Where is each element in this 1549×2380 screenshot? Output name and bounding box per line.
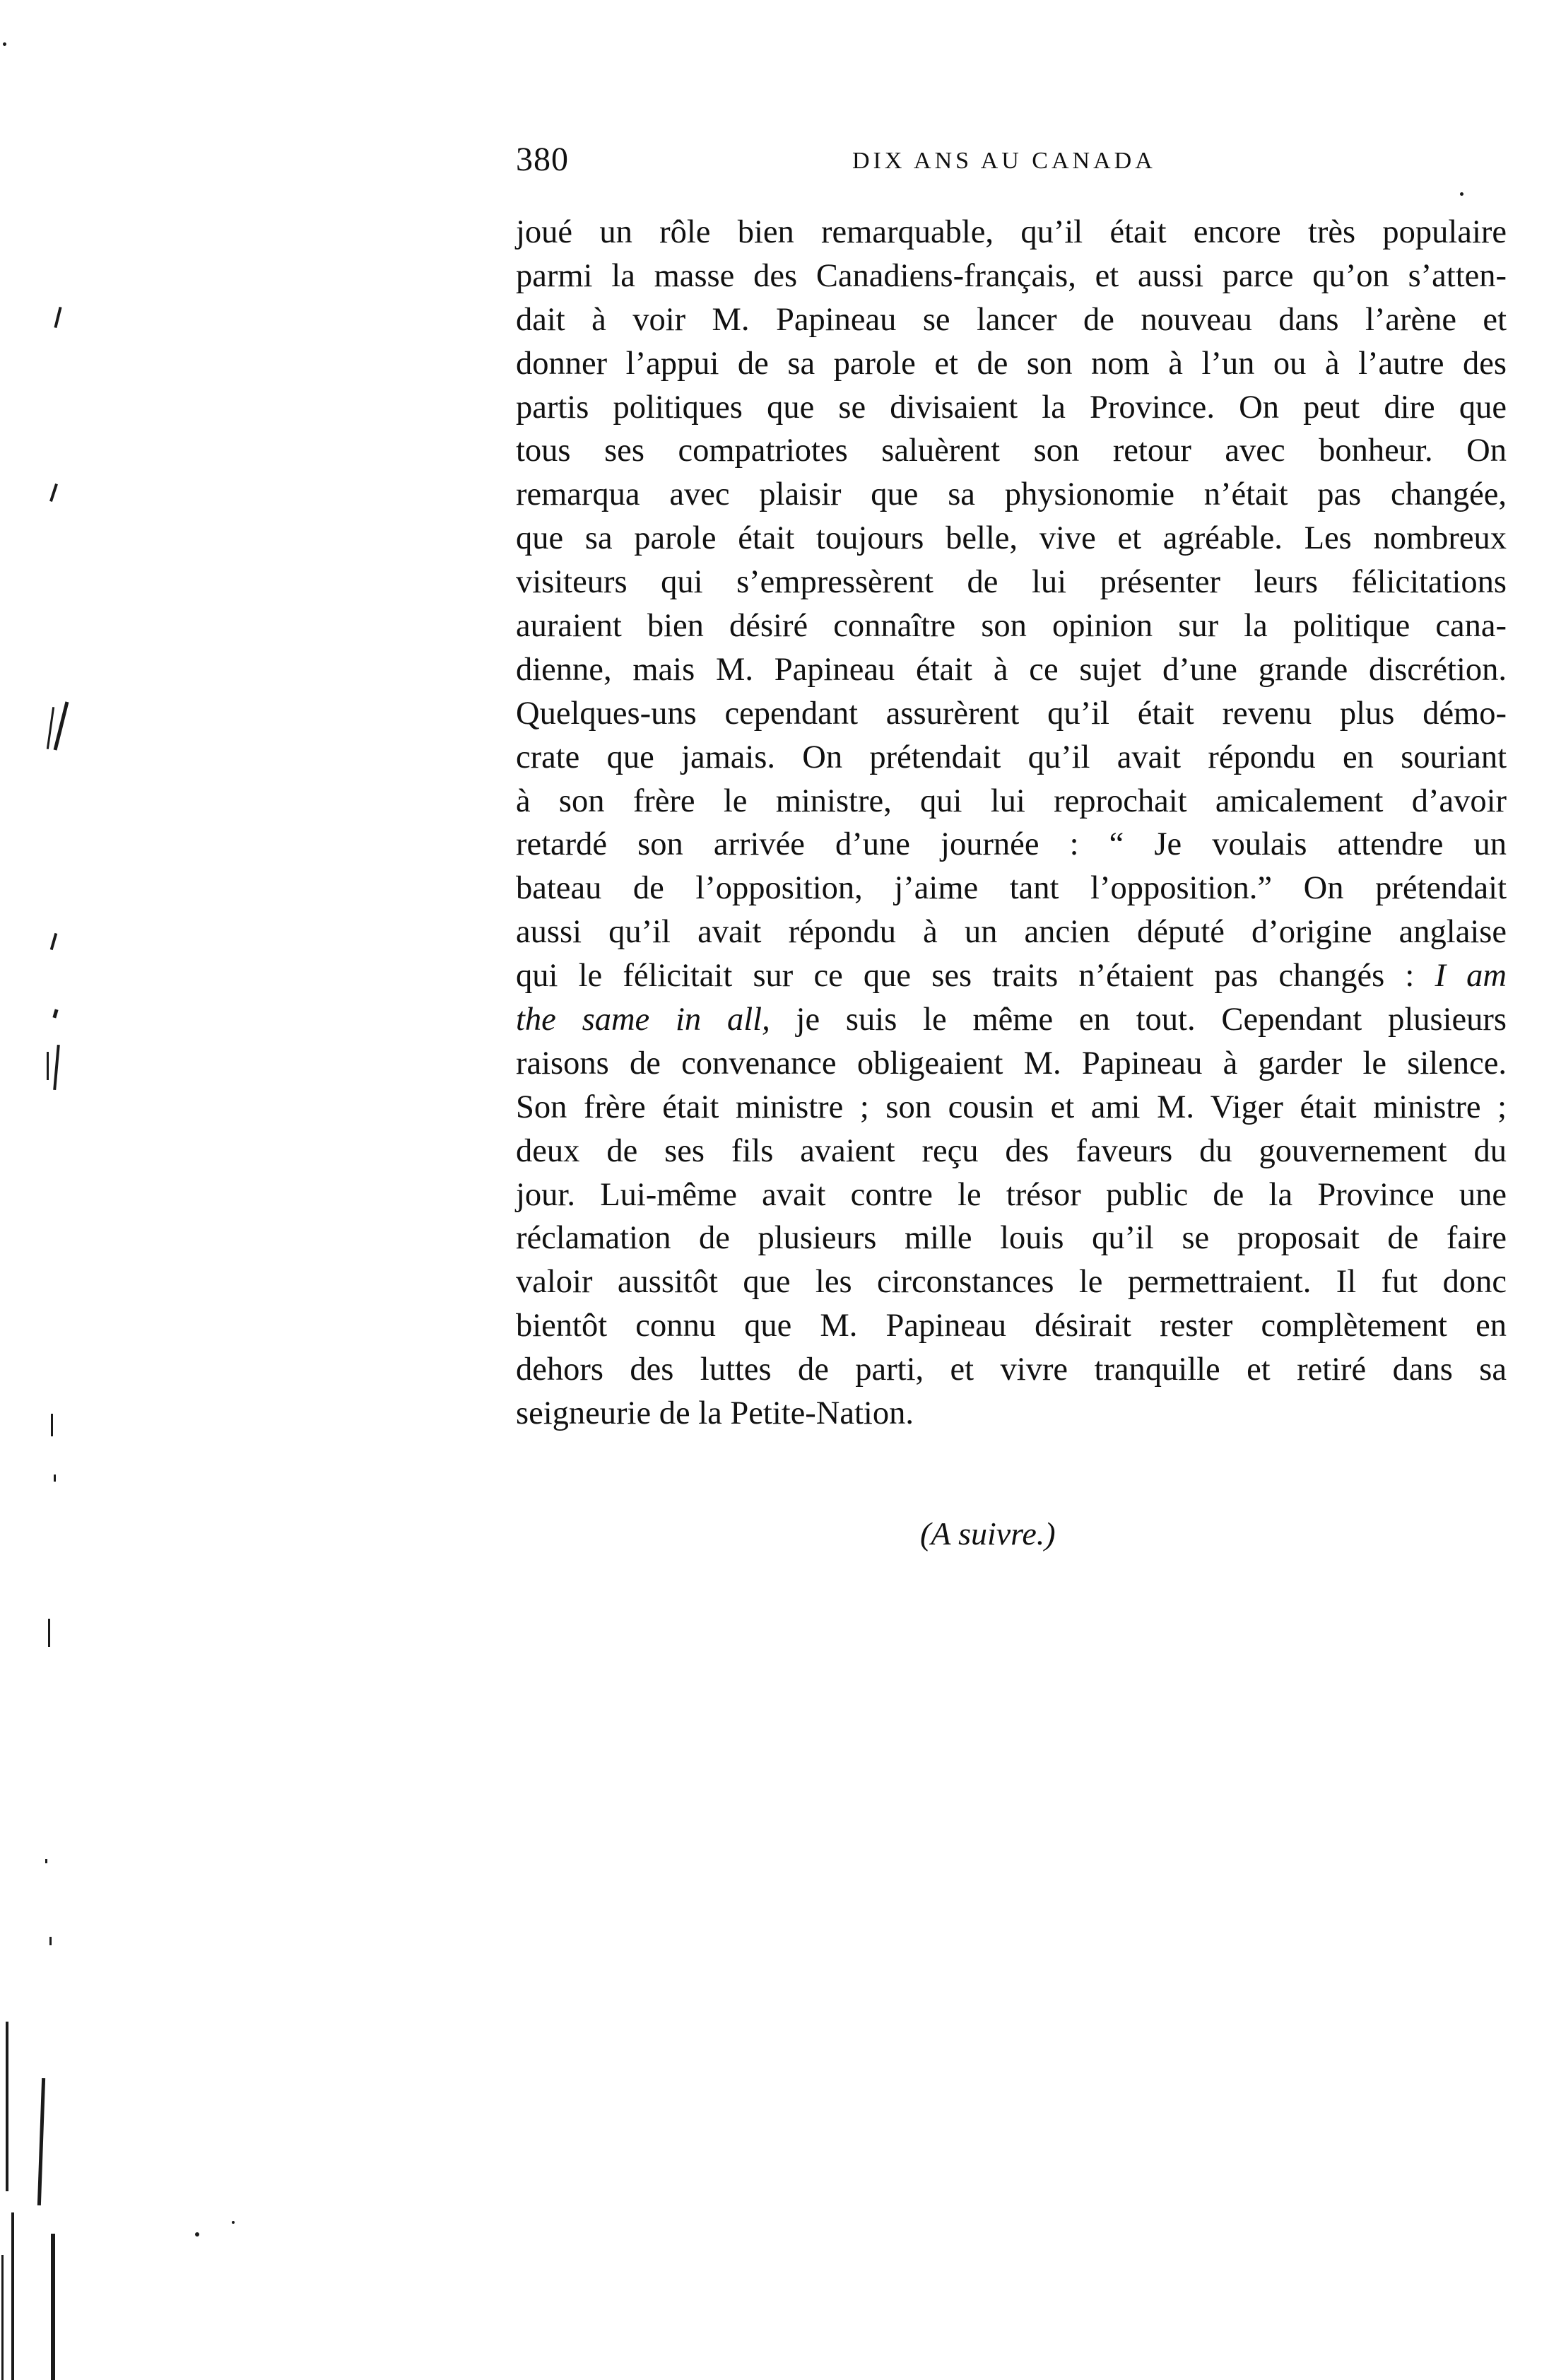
italic-phrase: I am bbox=[1435, 958, 1507, 995]
text-line: Son frère était ministre ; son cousin et ami M. Viger était ministre ; bbox=[516, 1089, 1507, 1125]
scan-mark bbox=[6, 2022, 8, 2191]
scan-mark bbox=[49, 1937, 52, 1945]
text-line: raisons de convenance obligeaient M. Papineau à garder le silence. bbox=[516, 1045, 1507, 1081]
text-line: donner l’appui de sa parole et de son nom à l’un ou à l’autre des bbox=[516, 345, 1507, 382]
text-line: dehors des luttes de parti, et vivre tranquille et retiré dans sa bbox=[516, 1352, 1507, 1388]
scan-mark bbox=[53, 1045, 60, 1090]
scan-mark bbox=[45, 1859, 47, 1863]
scan-mark bbox=[47, 707, 54, 749]
text-line: aussi qu’il avait répondu à un ancien député d’origine anglaise bbox=[516, 914, 1507, 951]
text-segment: je suis le même en tout. Cependant plusieurs bbox=[770, 1002, 1507, 1038]
text-line: tous ses compatriotes saluèrent son retour avec bonheur. On bbox=[516, 433, 1507, 469]
scan-mark bbox=[1460, 192, 1463, 196]
body-paragraph bbox=[516, 211, 1507, 1436]
text-line: valoir aussitôt que les circonstances le permettraient. Il fut donc bbox=[516, 1264, 1507, 1301]
scan-mark bbox=[51, 2234, 55, 2380]
text-line: jour. Lui-même avait contre le trésor public de la Province une bbox=[516, 1176, 1507, 1213]
text-line: dienne, mais M. Papineau était à ce sujet d’une grande discrétion. bbox=[516, 651, 1507, 688]
scan-mark bbox=[47, 1052, 49, 1080]
scan-mark bbox=[48, 1619, 50, 1647]
scan-mark bbox=[51, 1414, 53, 1436]
text-line: que sa parole était toujours belle, vive et agréable. Les nombreux bbox=[516, 520, 1507, 557]
text-line: dait à voir M. Papineau se lancer de nouveau dans l’arène et bbox=[516, 301, 1507, 338]
scan-mark bbox=[37, 2078, 45, 2205]
to-be-continued: (A suivre.) bbox=[920, 1516, 1056, 1552]
running-title: DIX ANS AU CANADA bbox=[852, 148, 1156, 174]
text-line: deux de ses fils avaient reçu des faveurs du gouvernement du bbox=[516, 1132, 1507, 1169]
text-line: Quelques-uns cependant assurèrent qu’il était revenu plus démo- bbox=[516, 695, 1507, 732]
text-line: réclamation de plusieurs mille louis qu’il se proposait de faire bbox=[516, 1220, 1507, 1257]
scan-mark bbox=[50, 933, 57, 950]
page-number: 380 bbox=[516, 141, 569, 178]
scan-mark bbox=[195, 2232, 199, 2237]
scan-mark bbox=[11, 2212, 14, 2380]
text-line-with-italic bbox=[516, 998, 1507, 1042]
text-line-with-italic bbox=[516, 954, 1507, 998]
text-line: seigneurie de la Petite-Nation. bbox=[516, 1395, 914, 1432]
text-line: bateau de l’opposition, j’aime tant l’opposition.” On prétendait bbox=[516, 870, 1507, 907]
text-line: à son frère le ministre, qui lui reprochait amicalement d’avoir bbox=[516, 782, 1507, 819]
text-line: remarqua avec plaisir que sa physionomie n’était pas changée, bbox=[516, 476, 1507, 513]
scan-mark bbox=[3, 42, 6, 46]
text-segment: qui le félicitait sur ce que ses traits n’étaient pas changés : bbox=[516, 958, 1415, 995]
scan-mark bbox=[52, 1009, 58, 1019]
scan-mark bbox=[54, 307, 61, 328]
scan-mark bbox=[232, 2221, 235, 2224]
text-line: crate que jamais. On prétendait qu’il avait répondu en souriant bbox=[516, 739, 1507, 775]
scan-mark bbox=[54, 1475, 56, 1482]
italic-phrase: the same in all, bbox=[516, 1002, 770, 1038]
scan-mark bbox=[49, 483, 58, 502]
text-line: auraient bien désiré connaître son opinion sur la politique cana- bbox=[516, 608, 1507, 645]
scan-mark bbox=[1, 2255, 4, 2380]
text-line: bientôt connu que M. Papineau désirait rester complètement en bbox=[516, 1308, 1507, 1344]
text-line: joué un rôle bien remarquable, qu’il était encore très populaire bbox=[516, 214, 1507, 250]
text-line: partis politiques que se divisaient la Province. On peut dire que bbox=[516, 389, 1507, 426]
text-line: parmi la masse des Canadiens-français, et aussi parce qu’on s’atten- bbox=[516, 257, 1507, 294]
text-line: retardé son arrivée d’une journée : “ Je voulais attendre un bbox=[516, 826, 1507, 863]
running-head bbox=[516, 139, 1507, 181]
scan-mark bbox=[54, 701, 69, 750]
text-line: visiteurs qui s’empressèrent de lui présenter leurs félicitations bbox=[516, 564, 1507, 601]
